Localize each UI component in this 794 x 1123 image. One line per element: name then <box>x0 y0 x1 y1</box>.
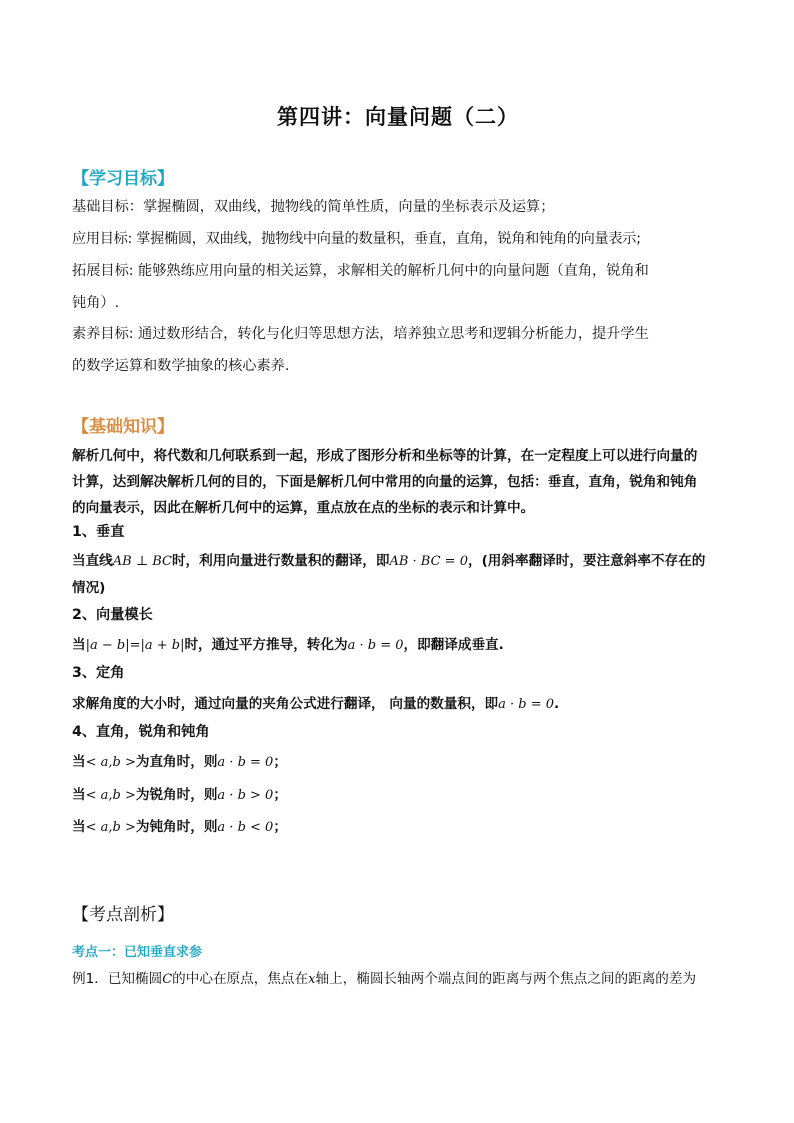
basics-intro-line: 的向量表示，因此在解析几何中的运算，重点放在点的坐标的表示和计算中。 <box>72 500 535 516</box>
math-expr: a · b = 0 <box>217 755 274 770</box>
goal-line: 的数学运算和数学抽象的核心素养. <box>72 358 290 374</box>
text-run: 的中心在原点，焦点在 <box>172 971 309 987</box>
math-expr: AB · BC = 0 <box>389 554 468 569</box>
math-expr: a · b > 0 <box>217 788 274 803</box>
text-run: ； <box>273 754 287 770</box>
math-expr: C <box>162 972 173 987</box>
perpendicular-line-cont: 情况) <box>72 580 106 596</box>
text-run: 轴上，椭圆长轴两个端点间的距离与两个焦点之间的距离的差为 <box>315 971 697 987</box>
text-run: ，(用斜率翻译时，要注意斜率不存在的 <box>467 553 706 569</box>
basics-intro-line: 解析几何中，将代数和几何联系到一起，形成了图形分析和坐标等的计算，在一定程度上可以进行向量的 <box>72 448 698 464</box>
perpendicular-line <box>72 551 724 572</box>
math-expr: < a,b > <box>85 755 136 770</box>
text-run: . <box>554 696 560 712</box>
text-run: 当 <box>72 787 86 803</box>
math-expr: |a − b|=|a + b| <box>85 638 185 653</box>
goal-line: 钝角）. <box>72 295 120 311</box>
section-4-heading: 4、直角，锐角和钝角 <box>72 724 210 740</box>
math-expr: a · b = 0 <box>498 697 555 712</box>
text-run: 时，利用向量进行数量积的翻译，即 <box>171 553 390 569</box>
math-expr: x <box>308 972 316 987</box>
goal-line: 应用目标: 掌握椭圆，双曲线，抛物线中向量的数量积，垂直，直角，锐角和钝角的向量表示; <box>72 231 641 247</box>
basics-intro-line: 计算，达到解决解析几何的目的，下面是解析几何中常用的向量的运算，包括：垂直，直角，锐角和钝角 <box>72 474 698 490</box>
text-run: 为钝角时，则 <box>135 819 218 835</box>
section-2-heading: 2、向量模长 <box>72 607 153 623</box>
section-1-heading: 1、垂直 <box>72 524 125 540</box>
text-run: ； <box>273 819 287 835</box>
modulus-line <box>72 635 724 656</box>
goal-line: 基础目标：掌握椭圆，双曲线，抛物线的简单性质，向量的坐标表示及运算； <box>72 199 555 215</box>
example-1-line <box>72 969 724 990</box>
angle-row <box>72 817 724 838</box>
text-run: 当 <box>72 637 86 653</box>
section-3-heading: 3、定角 <box>72 665 125 681</box>
text-run: 求解角度的大小时，通过向量的夹角公式进行翻译， 向量的数量积，即 <box>72 696 499 712</box>
math-expr: AB ⊥ BC <box>112 554 172 569</box>
analysis-heading: 【考点剖析】 <box>72 905 174 925</box>
math-expr: < a,b > <box>85 788 136 803</box>
page-title: 第四讲：向量问题（二） <box>277 105 519 129</box>
math-expr: a · b < 0 <box>217 820 274 835</box>
text-run: 当 <box>72 754 86 770</box>
text-run: 为直角时，则 <box>135 754 218 770</box>
text-run: 例1．已知椭圆 <box>72 971 163 987</box>
text-run: ，即翻译成垂直. <box>403 637 504 653</box>
text-run: 当 <box>72 819 86 835</box>
goal-line: 拓展目标: 能够熟练应用向量的相关运算，求解相关的解析几何中的向量问题（直角，锐角和 <box>72 263 649 279</box>
text-run: ； <box>273 787 287 803</box>
basics-heading: 【基础知识】 <box>72 417 174 437</box>
learning-goals-heading: 【学习目标】 <box>72 169 174 189</box>
angle-row <box>72 752 724 773</box>
math-expr: a · b = 0 <box>347 638 404 653</box>
text-run: 为锐角时，则 <box>135 787 218 803</box>
angle-row <box>72 785 724 806</box>
point-1-heading: 考点一：已知垂直求参 <box>72 945 203 960</box>
text-run: 时，通过平方推导，转化为 <box>184 637 348 653</box>
goal-line: 素养目标: 通过数形结合，转化与化归等思想方法，培养独立思考和逻辑分析能力，提升学生 <box>72 326 649 342</box>
text-run: 当直线 <box>72 553 113 569</box>
math-expr: < a,b > <box>85 820 136 835</box>
fixed-angle-line <box>72 694 724 715</box>
